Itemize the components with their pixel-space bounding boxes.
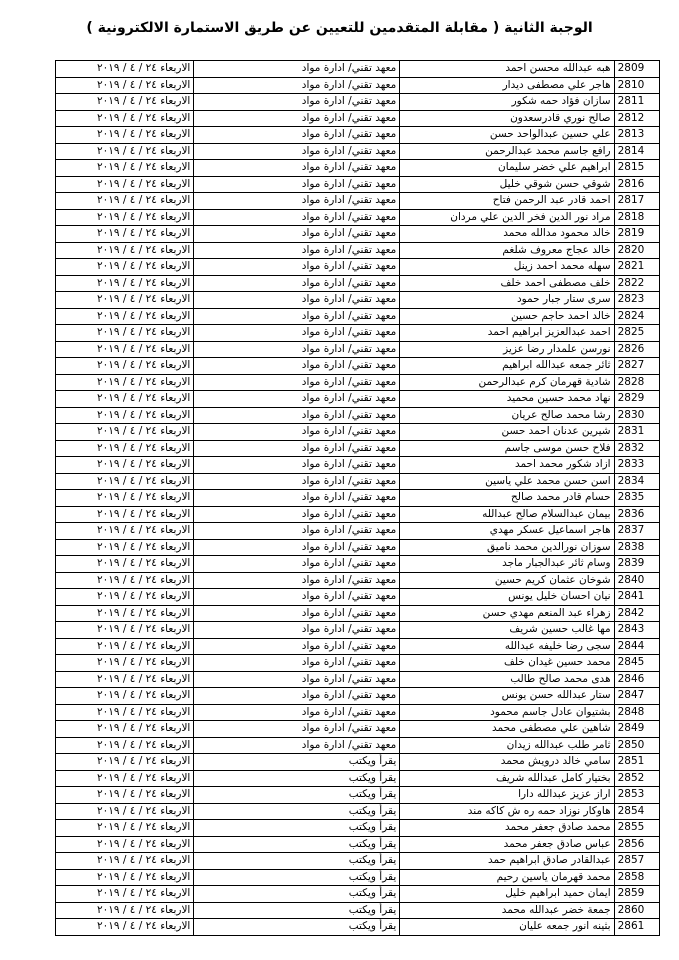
specialization-cell: معهد تقني/ ادارة مواد	[194, 275, 400, 292]
applicant-name-cell: بختيار كامل عبدالله شريف	[400, 770, 614, 787]
interview-date-cell: الاربعاء ٢٤ / ٤ / ٢٠١٩	[56, 275, 194, 292]
interview-date-cell: الاربعاء ٢٤ / ٤ / ٢٠١٩	[56, 688, 194, 705]
row-number-cell: 2827	[614, 358, 659, 375]
applicant-name-cell: شادية قهرمان كرم عبدالرحمن	[400, 374, 614, 391]
row-number-cell: 2860	[614, 902, 659, 919]
applicant-name-cell: ثائر جمعه عبدالله ابراهيم	[400, 358, 614, 375]
table-row	[56, 919, 660, 936]
row-number-cell: 2828	[614, 374, 659, 391]
applicant-name-cell: ابراهيم علي خضر سليمان	[400, 160, 614, 177]
row-number-cell: 2839	[614, 556, 659, 573]
applicant-name-cell: سرى ستار جبار حمود	[400, 292, 614, 309]
specialization-cell: يقرأ ويكتب	[194, 836, 400, 853]
table-row	[56, 770, 660, 787]
row-number-cell: 2837	[614, 523, 659, 540]
table-row	[56, 869, 660, 886]
interview-date-cell: الاربعاء ٢٤ / ٤ / ٢٠١٩	[56, 127, 194, 144]
table-row	[56, 803, 660, 820]
interview-date-cell: الاربعاء ٢٤ / ٤ / ٢٠١٩	[56, 61, 194, 78]
specialization-cell: معهد تقني/ ادارة مواد	[194, 358, 400, 375]
row-number-cell: 2840	[614, 572, 659, 589]
row-number-cell: 2829	[614, 391, 659, 408]
table-row	[56, 589, 660, 606]
row-number-cell: 2851	[614, 754, 659, 771]
specialization-cell: معهد تقني/ ادارة مواد	[194, 671, 400, 688]
applicant-name-cell: ايمان حميد ابراهيم خليل	[400, 886, 614, 903]
table-row	[56, 176, 660, 193]
row-number-cell: 2844	[614, 638, 659, 655]
table-row	[56, 61, 660, 78]
table-row	[56, 820, 660, 837]
row-number-cell: 2810	[614, 77, 659, 94]
applicant-name-cell: بثينه انور جمعه عليان	[400, 919, 614, 936]
table-row	[56, 704, 660, 721]
applicant-name-cell: سجى رضا خليفه عبدالله	[400, 638, 614, 655]
specialization-cell: معهد تقني/ ادارة مواد	[194, 325, 400, 342]
applicant-name-cell: حسام قادر محمد صالح	[400, 490, 614, 507]
table-row	[56, 836, 660, 853]
interview-date-cell: الاربعاء ٢٤ / ٤ / ٢٠١٩	[56, 374, 194, 391]
interview-date-cell: الاربعاء ٢٤ / ٤ / ٢٠١٩	[56, 94, 194, 111]
row-number-cell: 2826	[614, 341, 659, 358]
table-row	[56, 490, 660, 507]
row-number-cell: 2855	[614, 820, 659, 837]
specialization-cell: معهد تقني/ ادارة مواد	[194, 391, 400, 408]
row-number-cell: 2853	[614, 787, 659, 804]
interview-date-cell: الاربعاء ٢٤ / ٤ / ٢٠١٩	[56, 886, 194, 903]
interview-date-cell: الاربعاء ٢٤ / ٤ / ٢٠١٩	[56, 506, 194, 523]
table-row	[56, 473, 660, 490]
row-number-cell: 2835	[614, 490, 659, 507]
applicant-name-cell: بيمان عبدالسلام صالح عبدالله	[400, 506, 614, 523]
applicant-name-cell: خلف مصطفى احمد خلف	[400, 275, 614, 292]
specialization-cell: معهد تقني/ ادارة مواد	[194, 77, 400, 94]
applicant-name-cell: سهله محمد احمد زينل	[400, 259, 614, 276]
applicant-name-cell: ثامر طلب عبدالله زيدان	[400, 737, 614, 754]
applicant-name-cell: محمد صادق جعفر محمد	[400, 820, 614, 837]
specialization-cell: يقرأ ويكتب	[194, 902, 400, 919]
table-row	[56, 440, 660, 457]
interview-date-cell: الاربعاء ٢٤ / ٤ / ٢٠١٩	[56, 259, 194, 276]
interview-date-cell: الاربعاء ٢٤ / ٤ / ٢٠١٩	[56, 308, 194, 325]
row-number-cell: 2817	[614, 193, 659, 210]
row-number-cell: 2823	[614, 292, 659, 309]
applicant-name-cell: احمد قادر عبد الرحمن فتاح	[400, 193, 614, 210]
interview-date-cell: الاربعاء ٢٤ / ٤ / ٢٠١٩	[56, 704, 194, 721]
row-number-cell: 2814	[614, 143, 659, 160]
applicant-name-cell: شاهين علي مصطفى محمد	[400, 721, 614, 738]
table-row	[56, 127, 660, 144]
interview-date-cell: الاربعاء ٢٤ / ٤ / ٢٠١٩	[56, 209, 194, 226]
table-row	[56, 523, 660, 540]
table-row	[56, 902, 660, 919]
interview-date-cell: الاربعاء ٢٤ / ٤ / ٢٠١٩	[56, 193, 194, 210]
interview-date-cell: الاربعاء ٢٤ / ٤ / ٢٠١٩	[56, 869, 194, 886]
interview-date-cell: الاربعاء ٢٤ / ٤ / ٢٠١٩	[56, 110, 194, 127]
table-row	[56, 292, 660, 309]
applicant-name-cell: هبه عبدالله محسن احمد	[400, 61, 614, 78]
specialization-cell: معهد تقني/ ادارة مواد	[194, 737, 400, 754]
interview-date-cell: الاربعاء ٢٤ / ٤ / ٢٠١٩	[56, 589, 194, 606]
interview-date-cell: الاربعاء ٢٤ / ٤ / ٢٠١٩	[56, 638, 194, 655]
row-number-cell: 2813	[614, 127, 659, 144]
interview-date-cell: الاربعاء ٢٤ / ٤ / ٢٠١٩	[56, 655, 194, 672]
table-row	[56, 341, 660, 358]
table-row	[56, 539, 660, 556]
table-row	[56, 94, 660, 111]
specialization-cell: معهد تقني/ ادارة مواد	[194, 127, 400, 144]
row-number-cell: 2819	[614, 226, 659, 243]
applicant-name-cell: سازان فؤاد حمه شكور	[400, 94, 614, 111]
applicant-name-cell: وسام ثائر عبدالجبار ماجد	[400, 556, 614, 573]
applicant-name-cell: بشتيوان عادل جاسم محمود	[400, 704, 614, 721]
specialization-cell: معهد تقني/ ادارة مواد	[194, 341, 400, 358]
applicant-name-cell: خالد محمود مدالله محمد	[400, 226, 614, 243]
row-number-cell: 2831	[614, 424, 659, 441]
interview-date-cell: الاربعاء ٢٤ / ٤ / ٢٠١٩	[56, 622, 194, 639]
interview-date-cell: الاربعاء ٢٤ / ٤ / ٢٠١٩	[56, 325, 194, 342]
interview-date-cell: الاربعاء ٢٤ / ٤ / ٢٠١٩	[56, 754, 194, 771]
table-row	[56, 77, 660, 94]
row-number-cell: 2820	[614, 242, 659, 259]
table-row	[56, 259, 660, 276]
table-row	[56, 308, 660, 325]
row-number-cell: 2846	[614, 671, 659, 688]
table-row	[56, 605, 660, 622]
applicant-name-cell: اسن حسن محمد علي ياسين	[400, 473, 614, 490]
table-row	[56, 424, 660, 441]
table-row	[56, 638, 660, 655]
row-number-cell: 2833	[614, 457, 659, 474]
applicant-name-cell: ازاد شكور محمد احمد	[400, 457, 614, 474]
applicant-name-cell: عباس صادق جعفر محمد	[400, 836, 614, 853]
specialization-cell: معهد تقني/ ادارة مواد	[194, 374, 400, 391]
interview-date-cell: الاربعاء ٢٤ / ٤ / ٢٠١٩	[56, 226, 194, 243]
table-row	[56, 160, 660, 177]
applicant-name-cell: علي حسين عبدالواحد حسن	[400, 127, 614, 144]
specialization-cell: يقرأ ويكتب	[194, 803, 400, 820]
interview-date-cell: الاربعاء ٢٤ / ٤ / ٢٠١٩	[56, 424, 194, 441]
interview-date-cell: الاربعاء ٢٤ / ٤ / ٢٠١٩	[56, 787, 194, 804]
interview-date-cell: الاربعاء ٢٤ / ٤ / ٢٠١٩	[56, 556, 194, 573]
applicant-name-cell: مها غالب حسين شريف	[400, 622, 614, 639]
specialization-cell: معهد تقني/ ادارة مواد	[194, 110, 400, 127]
row-number-cell: 2854	[614, 803, 659, 820]
applicant-name-cell: خالد عجاج معروف شلغم	[400, 242, 614, 259]
specialization-cell: معهد تقني/ ادارة مواد	[194, 506, 400, 523]
table-row	[56, 556, 660, 573]
row-number-cell: 2836	[614, 506, 659, 523]
row-number-cell: 2830	[614, 407, 659, 424]
applicant-name-cell: هاجر علي مصطفى ديدار	[400, 77, 614, 94]
specialization-cell: معهد تقني/ ادارة مواد	[194, 424, 400, 441]
table-row	[56, 110, 660, 127]
specialization-cell: معهد تقني/ ادارة مواد	[194, 721, 400, 738]
row-number-cell: 2856	[614, 836, 659, 853]
table-row	[56, 407, 660, 424]
table-row	[56, 671, 660, 688]
applicant-name-cell: هاجر اسماعيل عسكر مهدي	[400, 523, 614, 540]
applicant-name-cell: محمد قهرمان ياسين رحيم	[400, 869, 614, 886]
interview-date-cell: الاربعاء ٢٤ / ٤ / ٢٠١٩	[56, 143, 194, 160]
table-row	[56, 275, 660, 292]
table-row	[56, 754, 660, 771]
applicant-name-cell: سوزان نورالدين محمد نامیق	[400, 539, 614, 556]
interview-date-cell: الاربعاء ٢٤ / ٤ / ٢٠١٩	[56, 605, 194, 622]
table-row	[56, 853, 660, 870]
specialization-cell: معهد تقني/ ادارة مواد	[194, 688, 400, 705]
specialization-cell: معهد تقني/ ادارة مواد	[194, 61, 400, 78]
applicant-name-cell: زهراء عبد المنعم مهدي حسن	[400, 605, 614, 622]
interview-date-cell: الاربعاء ٢٤ / ٤ / ٢٠١٩	[56, 803, 194, 820]
applicant-name-cell: شوقي حسن شوقي خليل	[400, 176, 614, 193]
table-row	[56, 242, 660, 259]
table-row	[56, 457, 660, 474]
row-number-cell: 2816	[614, 176, 659, 193]
row-number-cell: 2818	[614, 209, 659, 226]
applicant-name-cell: رافع جاسم محمد عبدالرحمن	[400, 143, 614, 160]
interview-date-cell: الاربعاء ٢٤ / ٤ / ٢٠١٩	[56, 77, 194, 94]
row-number-cell: 2850	[614, 737, 659, 754]
table-row	[56, 886, 660, 903]
interview-date-cell: الاربعاء ٢٤ / ٤ / ٢٠١٩	[56, 160, 194, 177]
interview-date-cell: الاربعاء ٢٤ / ٤ / ٢٠١٩	[56, 737, 194, 754]
interview-date-cell: الاربعاء ٢٤ / ٤ / ٢٠١٩	[56, 671, 194, 688]
row-number-cell: 2841	[614, 589, 659, 606]
applicant-name-cell: اراز عزيز عبدالله دارا	[400, 787, 614, 804]
specialization-cell: معهد تقني/ ادارة مواد	[194, 589, 400, 606]
interview-date-cell: الاربعاء ٢٤ / ٤ / ٢٠١٩	[56, 457, 194, 474]
table-row	[56, 655, 660, 672]
specialization-cell: معهد تقني/ ادارة مواد	[194, 655, 400, 672]
specialization-cell: معهد تقني/ ادارة مواد	[194, 523, 400, 540]
row-number-cell: 2857	[614, 853, 659, 870]
interview-date-cell: الاربعاء ٢٤ / ٤ / ٢٠١٩	[56, 523, 194, 540]
table-row	[56, 721, 660, 738]
table-row	[56, 209, 660, 226]
specialization-cell: يقرأ ويكتب	[194, 886, 400, 903]
applicant-name-cell: نورسن علمدار رضا عزيز	[400, 341, 614, 358]
specialization-cell: يقرأ ويكتب	[194, 853, 400, 870]
row-number-cell: 2821	[614, 259, 659, 276]
interview-date-cell: الاربعاء ٢٤ / ٤ / ٢٠١٩	[56, 572, 194, 589]
interview-date-cell: الاربعاء ٢٤ / ٤ / ٢٠١٩	[56, 853, 194, 870]
specialization-cell: معهد تقني/ ادارة مواد	[194, 94, 400, 111]
interview-date-cell: الاربعاء ٢٤ / ٤ / ٢٠١٩	[56, 341, 194, 358]
specialization-cell: معهد تقني/ ادارة مواد	[194, 572, 400, 589]
table-row	[56, 374, 660, 391]
interview-date-cell: الاربعاء ٢٤ / ٤ / ٢٠١٩	[56, 836, 194, 853]
specialization-cell: معهد تقني/ ادارة مواد	[194, 440, 400, 457]
applicant-name-cell: مراد نور الدين فخر الدين علي مردان	[400, 209, 614, 226]
specialization-cell: يقرأ ويكتب	[194, 787, 400, 804]
specialization-cell: معهد تقني/ ادارة مواد	[194, 539, 400, 556]
page-title: الوجبة الثانية ( مقابلة المتقدمين للتعيين عن طريق الاستمارة الالكترونية )	[86, 20, 593, 36]
table-row	[56, 358, 660, 375]
specialization-cell: معهد تقني/ ادارة مواد	[194, 160, 400, 177]
applicant-name-cell: رشا محمد صالح عريان	[400, 407, 614, 424]
interview-date-cell: الاربعاء ٢٤ / ٤ / ٢٠١٩	[56, 440, 194, 457]
row-number-cell: 2832	[614, 440, 659, 457]
interview-date-cell: الاربعاء ٢٤ / ٤ / ٢٠١٩	[56, 242, 194, 259]
specialization-cell: يقرأ ويكتب	[194, 754, 400, 771]
applicants-table	[55, 60, 660, 936]
interview-date-cell: الاربعاء ٢٤ / ٤ / ٢٠١٩	[56, 176, 194, 193]
specialization-cell: معهد تقني/ ادارة مواد	[194, 473, 400, 490]
specialization-cell: معهد تقني/ ادارة مواد	[194, 292, 400, 309]
table-row	[56, 143, 660, 160]
row-number-cell: 2838	[614, 539, 659, 556]
specialization-cell: يقرأ ويكتب	[194, 820, 400, 837]
specialization-cell: معهد تقني/ ادارة مواد	[194, 226, 400, 243]
table-row	[56, 787, 660, 804]
table-row	[56, 325, 660, 342]
row-number-cell: 2847	[614, 688, 659, 705]
applicant-name-cell: شوخان عثمان كريم حسين	[400, 572, 614, 589]
row-number-cell: 2859	[614, 886, 659, 903]
applicant-name-cell: احمد عبدالعزيز ابراهيم احمد	[400, 325, 614, 342]
table-row	[56, 688, 660, 705]
specialization-cell: معهد تقني/ ادارة مواد	[194, 622, 400, 639]
specialization-cell: يقرأ ويكتب	[194, 770, 400, 787]
table-row	[56, 193, 660, 210]
row-number-cell: 2845	[614, 655, 659, 672]
interview-date-cell: الاربعاء ٢٤ / ٤ / ٢٠١٩	[56, 539, 194, 556]
applicant-name-cell: فلاح حسن موسى جاسم	[400, 440, 614, 457]
table-row	[56, 391, 660, 408]
applicant-name-cell: عبدالقادر صادق ابراهيم حمد	[400, 853, 614, 870]
specialization-cell: معهد تقني/ ادارة مواد	[194, 605, 400, 622]
specialization-cell: معهد تقني/ ادارة مواد	[194, 638, 400, 655]
specialization-cell: معهد تقني/ ادارة مواد	[194, 407, 400, 424]
row-number-cell: 2825	[614, 325, 659, 342]
applicant-name-cell: خالد احمد حاجم حسين	[400, 308, 614, 325]
specialization-cell: معهد تقني/ ادارة مواد	[194, 193, 400, 210]
applicant-name-cell: محمد حسين غيدان خلف	[400, 655, 614, 672]
applicant-name-cell: نهاد محمد حسين محميد	[400, 391, 614, 408]
applicant-name-cell: هدى محمد صالح طالب	[400, 671, 614, 688]
table-row	[56, 506, 660, 523]
row-number-cell: 2824	[614, 308, 659, 325]
applicant-name-cell: جمعة خضر عبدالله محمد	[400, 902, 614, 919]
table-row	[56, 622, 660, 639]
interview-date-cell: الاربعاء ٢٤ / ٤ / ٢٠١٩	[56, 902, 194, 919]
interview-date-cell: الاربعاء ٢٤ / ٤ / ٢٠١٩	[56, 490, 194, 507]
interview-date-cell: الاربعاء ٢٤ / ٤ / ٢٠١٩	[56, 473, 194, 490]
interview-date-cell: الاربعاء ٢٤ / ٤ / ٢٠١٩	[56, 919, 194, 936]
specialization-cell: معهد تقني/ ادارة مواد	[194, 176, 400, 193]
specialization-cell: معهد تقني/ ادارة مواد	[194, 259, 400, 276]
interview-date-cell: الاربعاء ٢٤ / ٤ / ٢٠١٩	[56, 407, 194, 424]
applicant-name-cell: ستار عبدالله حسن يونس	[400, 688, 614, 705]
row-number-cell: 2861	[614, 919, 659, 936]
row-number-cell: 2811	[614, 94, 659, 111]
row-number-cell: 2822	[614, 275, 659, 292]
interview-date-cell: الاربعاء ٢٤ / ٤ / ٢٠١٩	[56, 391, 194, 408]
row-number-cell: 2842	[614, 605, 659, 622]
interview-date-cell: الاربعاء ٢٤ / ٤ / ٢٠١٩	[56, 292, 194, 309]
row-number-cell: 2815	[614, 160, 659, 177]
row-number-cell: 2834	[614, 473, 659, 490]
specialization-cell: معهد تقني/ ادارة مواد	[194, 704, 400, 721]
specialization-cell: معهد تقني/ ادارة مواد	[194, 308, 400, 325]
applicant-name-cell: هاوكار نوزاد حمه ره ش كاكه مند	[400, 803, 614, 820]
row-number-cell: 2848	[614, 704, 659, 721]
applicants-table-body	[56, 61, 660, 936]
specialization-cell: معهد تقني/ ادارة مواد	[194, 143, 400, 160]
specialization-cell: يقرأ ويكتب	[194, 919, 400, 936]
specialization-cell: يقرأ ويكتب	[194, 869, 400, 886]
row-number-cell: 2809	[614, 61, 659, 78]
table-row	[56, 572, 660, 589]
table-row	[56, 737, 660, 754]
row-number-cell: 2852	[614, 770, 659, 787]
table-row	[56, 226, 660, 243]
interview-date-cell: الاربعاء ٢٤ / ٤ / ٢٠١٩	[56, 358, 194, 375]
applicant-name-cell: شيرين عدنان احمد حسن	[400, 424, 614, 441]
specialization-cell: معهد تقني/ ادارة مواد	[194, 242, 400, 259]
row-number-cell: 2812	[614, 110, 659, 127]
applicant-name-cell: سامي خالد درويش محمد	[400, 754, 614, 771]
row-number-cell: 2849	[614, 721, 659, 738]
specialization-cell: معهد تقني/ ادارة مواد	[194, 209, 400, 226]
interview-date-cell: الاربعاء ٢٤ / ٤ / ٢٠١٩	[56, 770, 194, 787]
applicant-name-cell: نيان احسان خليل يونس	[400, 589, 614, 606]
row-number-cell: 2843	[614, 622, 659, 639]
row-number-cell: 2858	[614, 869, 659, 886]
interview-date-cell: الاربعاء ٢٤ / ٤ / ٢٠١٩	[56, 820, 194, 837]
specialization-cell: معهد تقني/ ادارة مواد	[194, 556, 400, 573]
specialization-cell: معهد تقني/ ادارة مواد	[194, 490, 400, 507]
interview-date-cell: الاربعاء ٢٤ / ٤ / ٢٠١٩	[56, 721, 194, 738]
specialization-cell: معهد تقني/ ادارة مواد	[194, 457, 400, 474]
applicant-name-cell: صالح نوري قادرسعدون	[400, 110, 614, 127]
